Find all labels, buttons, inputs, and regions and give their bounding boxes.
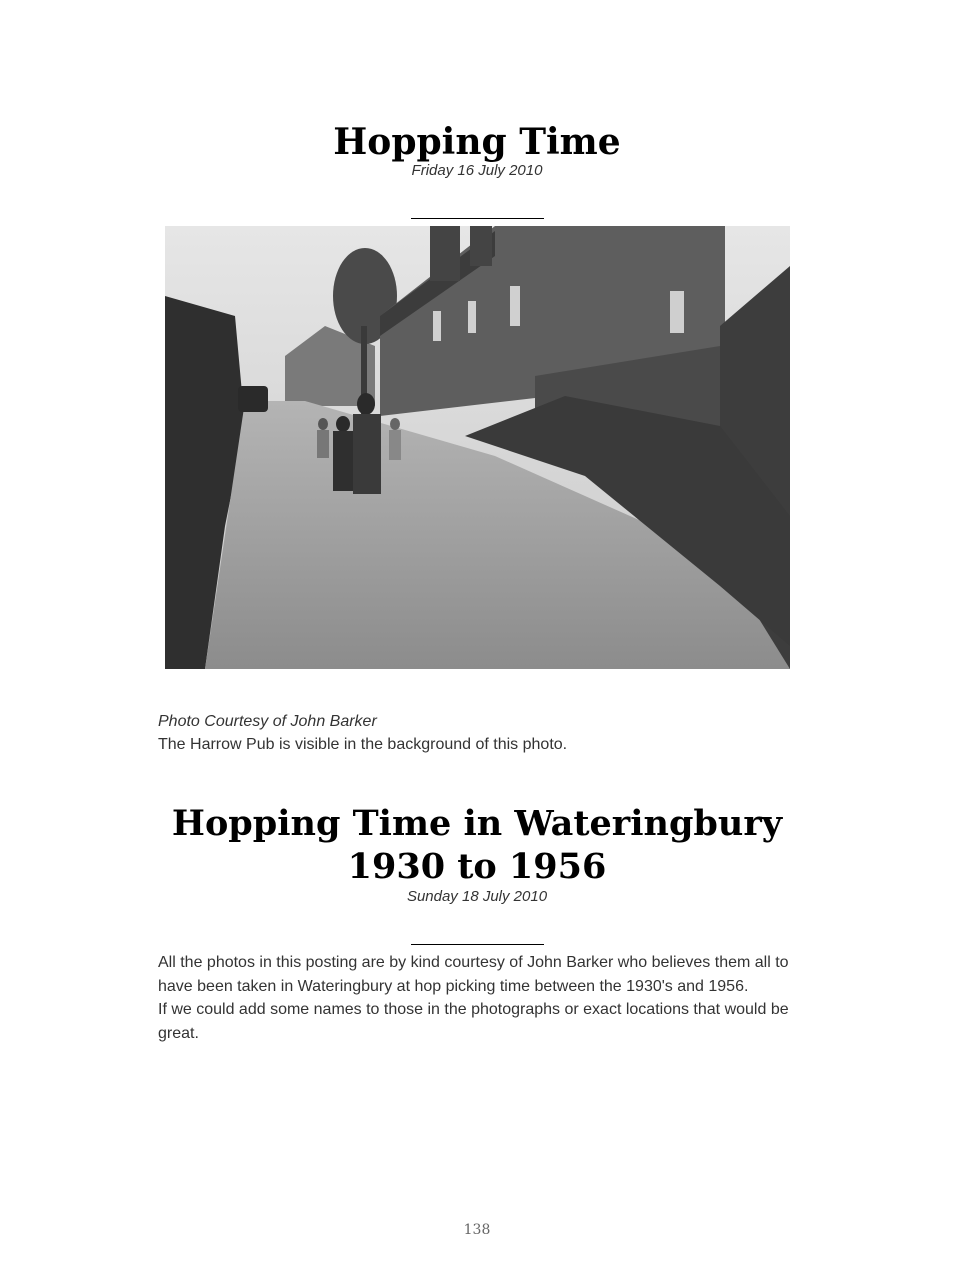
page-number: 138 — [463, 1222, 491, 1238]
post-title: Hopping Time — [333, 121, 621, 163]
photo-description: The Harrow Pub is visible in the background of this photo. — [158, 736, 568, 753]
post-date: Friday 16 July 2010 — [411, 162, 543, 179]
photo-caption: Photo Courtesy of John Barker — [158, 713, 377, 730]
post-title: Hopping Time in Wateringbury 1930 to 1956 — [171, 803, 783, 887]
divider — [411, 944, 544, 945]
post-paragraph: All the photos in this posting are by kind courtesy of John Barker who believes them all to have been taken in Wateringbury at hop picking time between the 1930's and 1956. — [158, 954, 789, 995]
post-date: Sunday 18 July 2010 — [406, 888, 548, 905]
divider — [411, 218, 544, 219]
post-paragraph: If we could add some names to those in the photographs or exact locations that would be great. — [158, 1001, 789, 1042]
street-photo — [165, 226, 790, 669]
